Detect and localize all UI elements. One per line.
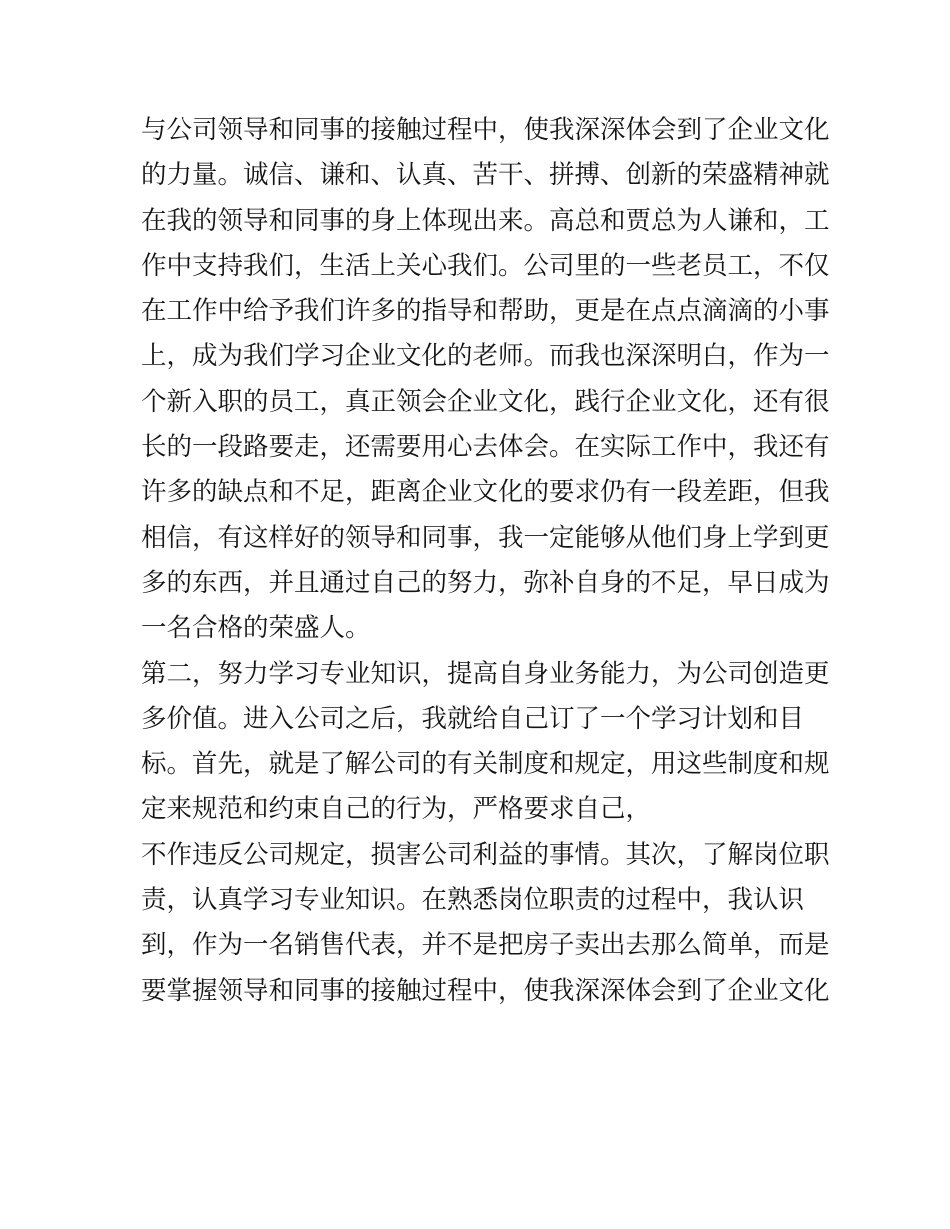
document-body	[141, 108, 830, 1014]
text-line-18: 责，认真学习专业知识。在熟悉岗位职责的过程中，我认识	[141, 885, 805, 916]
text-line-19: 到，作为一名销售代表，并不是把房子卖出去那么简单，而是	[141, 930, 830, 961]
text-line-13: 第二，努力学习专业知识，提高自身业务能力，为公司创造更	[141, 658, 830, 689]
text-line-17: 不作违反公司规定，损害公司利益的事情。其次，了解岗位职	[141, 839, 830, 870]
text-line-10: 相信，有这样好的领导和同事，我一定能够从他们身上学到更	[141, 522, 830, 553]
text-line-1: 与公司领导和同事的接触过程中，使我深深体会到了企业文化	[141, 115, 830, 145]
text-line-9: 许多的缺点和不足，距离企业文化的要求仍有一段差距，但我	[141, 477, 830, 508]
text-line-16: 定来规范和约束自己的行为，严格要求自己，	[141, 794, 652, 825]
text-line-5: 在工作中给予我们许多的指导和帮助，更是在点点滴滴的小事	[141, 296, 830, 327]
text-line-2: 的力量。诚信、谦和、认真、苦干、拼搏、创新的荣盛精神就	[141, 160, 830, 191]
text-line-7: 个新入职的员工，真正领会企业文化，践行企业文化，还有很	[141, 386, 830, 417]
text-line-3: 在我的领导和同事的身上体现出来。高总和贾总为人谦和，工	[141, 205, 830, 236]
text-line-15: 标。首先，就是了解公司的有关制度和规定，用这些制度和规	[141, 749, 830, 780]
text-line-11: 多的东西，并且通过自己的努力，弥补自身的不足，早日成为	[141, 567, 830, 598]
text-line-6: 上，成为我们学习企业文化的老师。而我也深深明白，作为一	[141, 341, 830, 372]
text-line-14: 多价值。进入公司之后，我就给自己订了一个学习计划和目	[141, 703, 805, 734]
text-line-4: 作中支持我们，生活上关心我们。公司里的一些老员工，不仅	[141, 250, 830, 281]
text-line-12: 一名合格的荣盛人。	[141, 613, 371, 644]
text-line-8: 长的一段路要走，还需要用心去体会。在实际工作中，我还有	[141, 432, 830, 463]
text-line-20: 要掌握领导和同事的接触过程中，使我深深体会到了企业文化	[141, 975, 830, 1006]
